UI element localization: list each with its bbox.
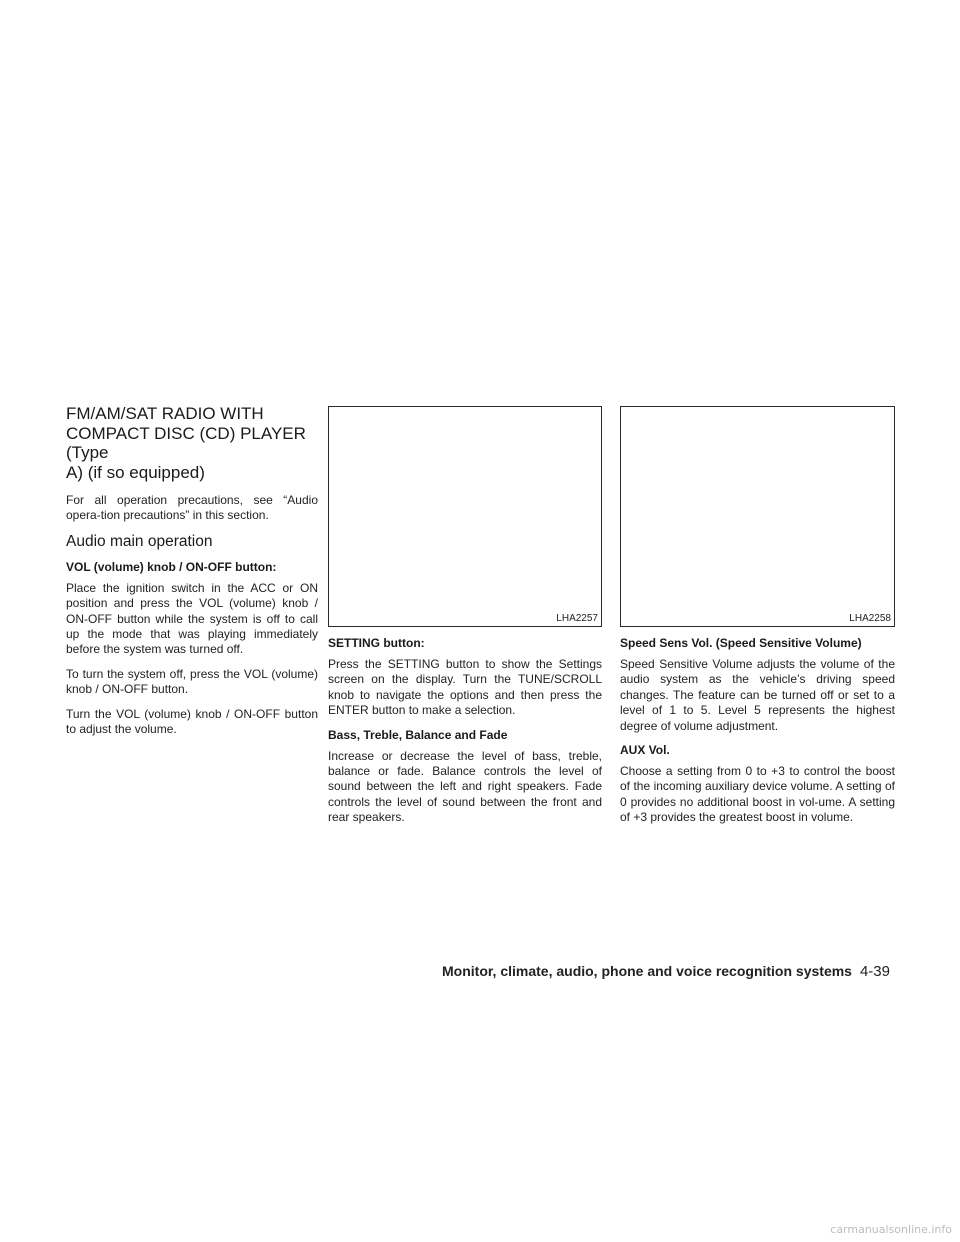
figure-speed-screen [620, 406, 895, 627]
watermark: carmanualsonline.info [830, 1223, 952, 1236]
section-title [66, 404, 318, 482]
section-title-line-2: COMPACT DISC (CD) PLAYER (Type [66, 423, 306, 462]
column-right [620, 404, 895, 835]
vol-knob-heading: VOL (volume) knob / ON-OFF button: [66, 559, 277, 574]
vol-paragraph-2: To turn the system off, press the VOL (volume) knob / ON-OFF button. [66, 666, 318, 697]
bass-treble-heading: Bass, Treble, Balance and Fade [328, 727, 508, 742]
vol-paragraph-1: Place the ignition switch in the ACC or ON position and press the VOL (volume) knob / ON-OFF button while the system is off to call up the mode that was playing immediately before the system was turned off. [66, 580, 318, 657]
page-footer [442, 963, 890, 980]
audio-main-heading: Audio main operation [66, 532, 213, 550]
figure-setting-screen [328, 406, 602, 627]
speed-sens-heading: Speed Sens Vol. (Speed Sensitive Volume) [620, 636, 862, 650]
figure-id-1: LHA2257 [556, 613, 598, 624]
figure-id-2: LHA2258 [849, 613, 891, 624]
section-title-line-3: A) (if so equipped) [66, 462, 205, 482]
vol-paragraph-3: Turn the VOL (volume) knob / ON-OFF button to adjust the volume. [66, 706, 318, 737]
column-middle [328, 404, 602, 835]
intro-paragraph: For all operation precautions, see “Audio opera-tion precautions” in this section. [66, 493, 318, 523]
section-title-line-1: FM/AM/SAT RADIO WITH [66, 404, 264, 423]
setting-paragraph: Press the SETTING button to show the Settings screen on the display. Turn the TUNE/SCROLL knob to navigate the options and then press the ENTER button to make a selection. [328, 657, 602, 718]
footer-chapter: Monitor, climate, audio, phone and voice recognition systems [442, 963, 852, 979]
aux-vol-heading: AUX Vol. [620, 743, 670, 758]
aux-vol-paragraph: Choose a setting from 0 to +3 to control the boost of the incoming auxiliary device volume. A setting of 0 provides no additional boost in vol-ume. A setting of +3 provides the greatest boost in volume. [620, 764, 895, 825]
page-number: 4-39 [859, 963, 890, 980]
bass-treble-paragraph: Increase or decrease the level of bass, treble, balance or fade. Balance controls the level of sound between the left and right speakers. Fade controls the level of sound between the front and rear speakers. [328, 748, 602, 825]
speed-sens-paragraph: Speed Sensitive Volume adjusts the volume of the audio system as the vehicle’s driving speed changes. The feature can be turned off or set to a level of 1 to 5. Level 5 represents the highest degree of volume adjustment. [620, 657, 895, 733]
column-left [66, 404, 318, 746]
setting-button-heading: SETTING button: [328, 636, 425, 650]
